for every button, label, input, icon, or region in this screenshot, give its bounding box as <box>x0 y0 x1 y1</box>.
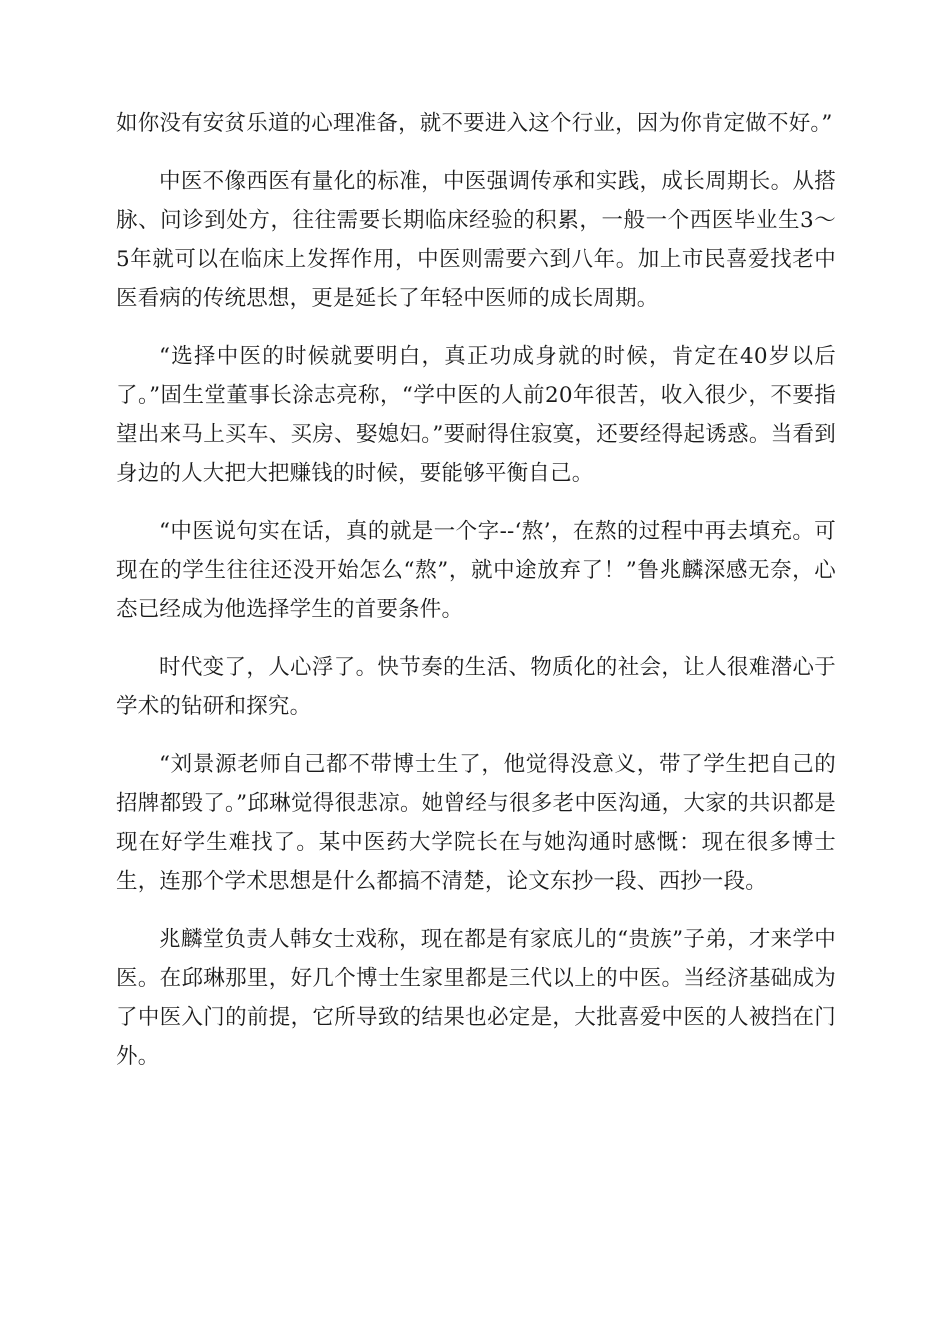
paragraph: “中医说句实在话，真的就是一个字--‘熬’，在熬的过程中再去填充。可现在的学生往往还没开始怎么“熬”，就中途放弃了！”鲁兆麟深感无奈，心态已经成为他选择学生的首要条件。 <box>116 519 836 622</box>
paragraph-continued: 如你没有安贫乐道的心理准备，就不要进入这个行业，因为你肯定做不好。” <box>116 111 833 136</box>
article-body <box>116 104 836 1095</box>
paragraph: 时代变了，人心浮了。快节奏的生活、物质化的社会，让人很难潜心于学术的钻研和探究。 <box>116 655 836 719</box>
paragraph: 兆麟堂负责人韩女士戏称，现在都是有家底儿的“贵族”子弟，才来学中医。在邱琳那里，好几个博士生家里都是三代以上的中医。当经济基础成为了中医入门的前提，它所导致的结果也必定是，大批喜爱中医的人被挡在门外。 <box>116 927 836 1069</box>
paragraph: 中医不像西医有量化的标准，中医强调传承和实践，成长周期长。从搭脉、问诊到处方，往往需要长期临床经验的积累，一般一个西医毕业生3～5年就可以在临床上发挥作用，中医则需要六到八年。加上市民喜爱找老中医看病的传统思想，更是延长了年轻中医师的成长周期。 <box>116 169 836 311</box>
paragraph: “选择中医的时候就要明白，真正功成身就的时候，肯定在40岁以后了。”固生堂董事长涂志亮称，“学中医的人前20年很苦，收入很少，不要指望出来马上买车、买房、娶媳妇。”要耐得住寂寞，还要经得起诱惑。当看到身边的人大把大把赚钱的时候，要能够平衡自己。 <box>116 344 836 486</box>
paragraph: “刘景源老师自己都不带博士生了，他觉得没意义，带了学生把自己的招牌都毁了。”邱琳觉得很悲凉。她曾经与很多老中医沟通，大家的共识都是现在好学生难找了。某中医药大学院长在与她沟通时感慨：现在很多博士生，连那个学术思想是什么都搞不清楚，论文东抄一段、西抄一段。 <box>116 752 836 894</box>
